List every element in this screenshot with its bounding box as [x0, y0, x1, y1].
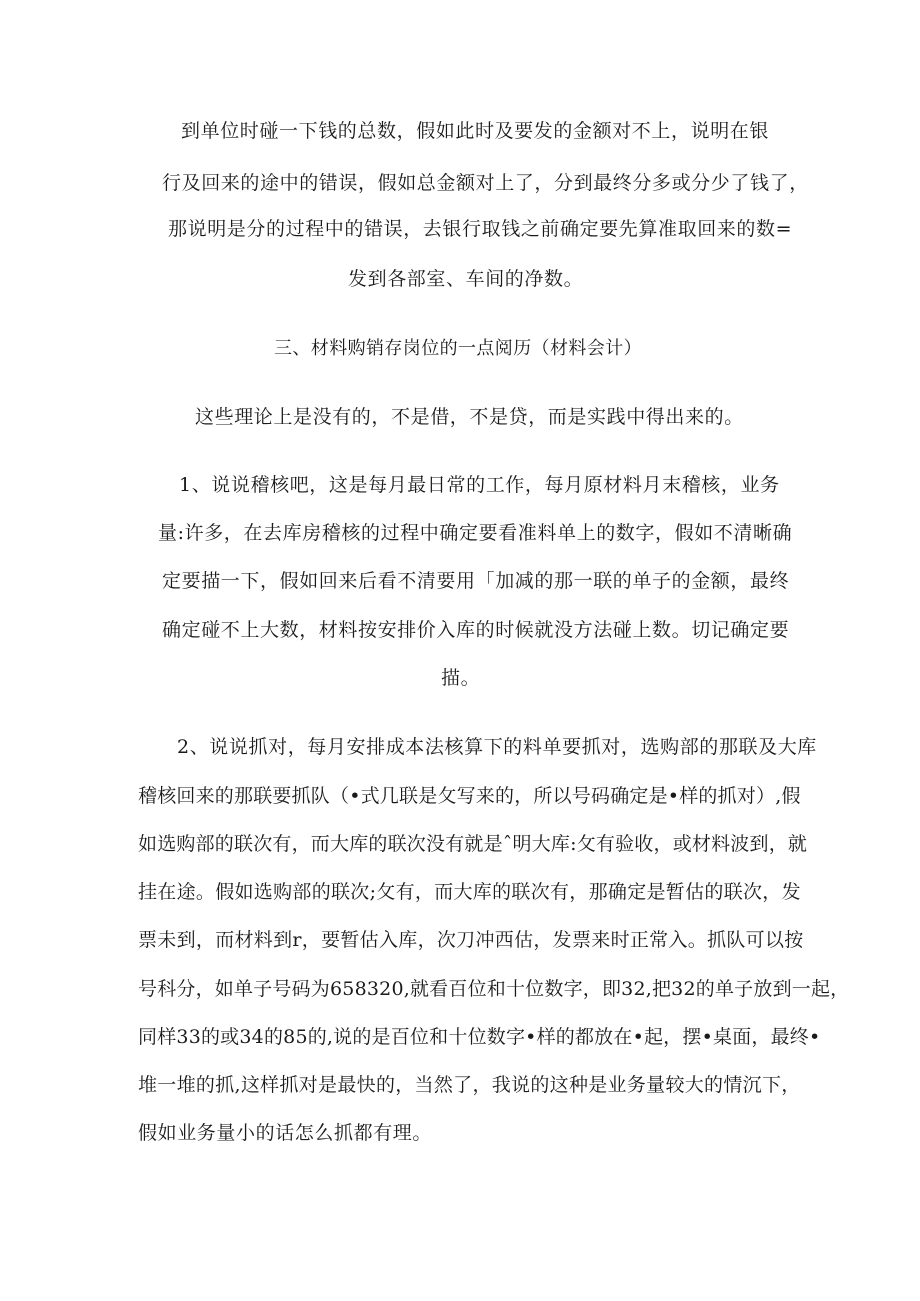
item-1-line: 定要描一下，假如回来后看不清要用「加减的那一联的单子的金额，最终 — [162, 570, 790, 592]
item-2-line: 稽核回来的那联要抓队（•式几联是攵写来的，所以号码确定是•样的抓对）,假 — [138, 785, 801, 807]
item-2-line: 2、说说抓对，每月安排成本法核算下的料单要抓对，选购部的那联及大库 — [177, 736, 817, 758]
paragraph-line: 发到各部室、车间的净数。 — [348, 268, 584, 290]
item-1-line: 确定碰不上大数，材料按安排价入库的时候就没方法碰上数。切记确定要 — [162, 619, 790, 641]
item-2-line: 同样33的或34的85的,说的是百位和十位数字•样的都放在•起，摆•桌面，最终• — [138, 1026, 821, 1048]
item-2-line: 堆一堆的抓,这样抓对是最快的，当然了，我说的这种是业务量较大的情沉下， — [138, 1074, 801, 1096]
item-2-line: 如选购部的联次有，而大库的联次没有就是ˆ明大库:攵有验收，或材料波到，就 — [138, 833, 808, 855]
section-heading: 三、材料购销存岗位的一点阅历（材料会计） — [274, 338, 642, 359]
paragraph-line: 到单位时碰一下钱的总数，假如此时及要发的金额对不上，说明在银 — [181, 120, 770, 142]
item-2-line: 假如业务量小的话怎么抓都有理。 — [138, 1122, 433, 1144]
item-2-line: 号科分，如单子号码为658320,就看百位和十位数字，即32,把32的单子放到一起， — [138, 978, 850, 1000]
intro-text: 这些理论上是没有的，不是借，不是贷，而是实践中得出来的。 — [195, 406, 744, 428]
item-1-line: 描。 — [441, 667, 481, 689]
item-1-line: 1、说说稽核吧，这是每月最日常的工作，每月原材料月末稽核，业务 — [179, 474, 780, 496]
paragraph-line: 那说明是分的过程中的错误，去银行取钱之前确定要先算准取回来的数= — [168, 218, 793, 240]
paragraph-line: 行及回来的途中的错误，假如总金额对上了，分到最终分多或分少了钱了， — [162, 172, 809, 194]
item-1-line: 量:许多，在去库房稽核的过程中确定要看准料单上的数字，假如不清晰确 — [158, 522, 793, 544]
item-2-line: 票未到，而材料到r，要暂估入库，次刀冲西估，发票来时正常入。抓队可以按 — [138, 929, 804, 951]
item-2-line: 挂在途。假如选购部的联次;攵有，而大库的联次有，那确定是暂估的联次，发 — [138, 881, 801, 903]
